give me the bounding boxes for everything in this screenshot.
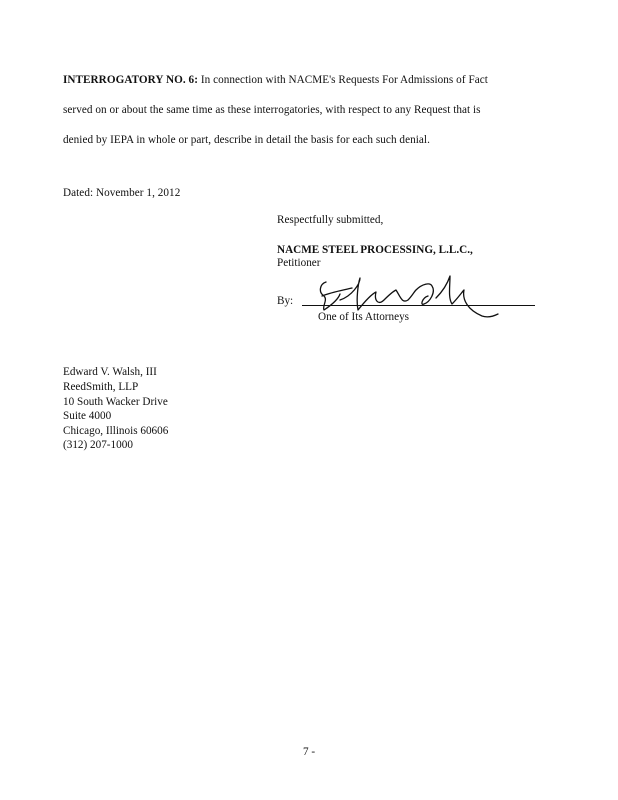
interrogatory-line-2: served on or about the same time as these interrogatories, with respect to any Request that is — [63, 104, 481, 116]
interrogatory-line-3: denied by IEPA in whole or part, describe in detail the basis for each such denial. — [63, 134, 430, 146]
address-phone: (312) 207-1000 — [63, 439, 133, 451]
by-label: By: — [277, 295, 294, 307]
page-number: 7 - — [302, 746, 316, 758]
address-city: Chicago, Illinois 60606 — [63, 425, 169, 437]
interrogatory-line-1 — [63, 74, 488, 86]
company-name: NACME STEEL PROCESSING, L.L.C., — [277, 244, 473, 256]
interrogatory-text-1: In connection with NACME's Requests For Admissions of Fact — [197, 74, 488, 86]
address-suite: Suite 4000 — [63, 410, 112, 422]
address-name: Edward V. Walsh, III — [63, 366, 157, 378]
interrogatory-heading: INTERROGATORY NO. 6: — [63, 74, 198, 86]
address-street: 10 South Wacker Drive — [63, 396, 168, 408]
dated-line: Dated: November 1, 2012 — [63, 187, 181, 199]
address-firm: ReedSmith, LLP — [63, 381, 139, 393]
petitioner-label: Petitioner — [277, 257, 321, 269]
closing-text: Respectfully submitted, — [277, 214, 384, 226]
attorney-caption: One of Its Attorneys — [318, 311, 410, 323]
